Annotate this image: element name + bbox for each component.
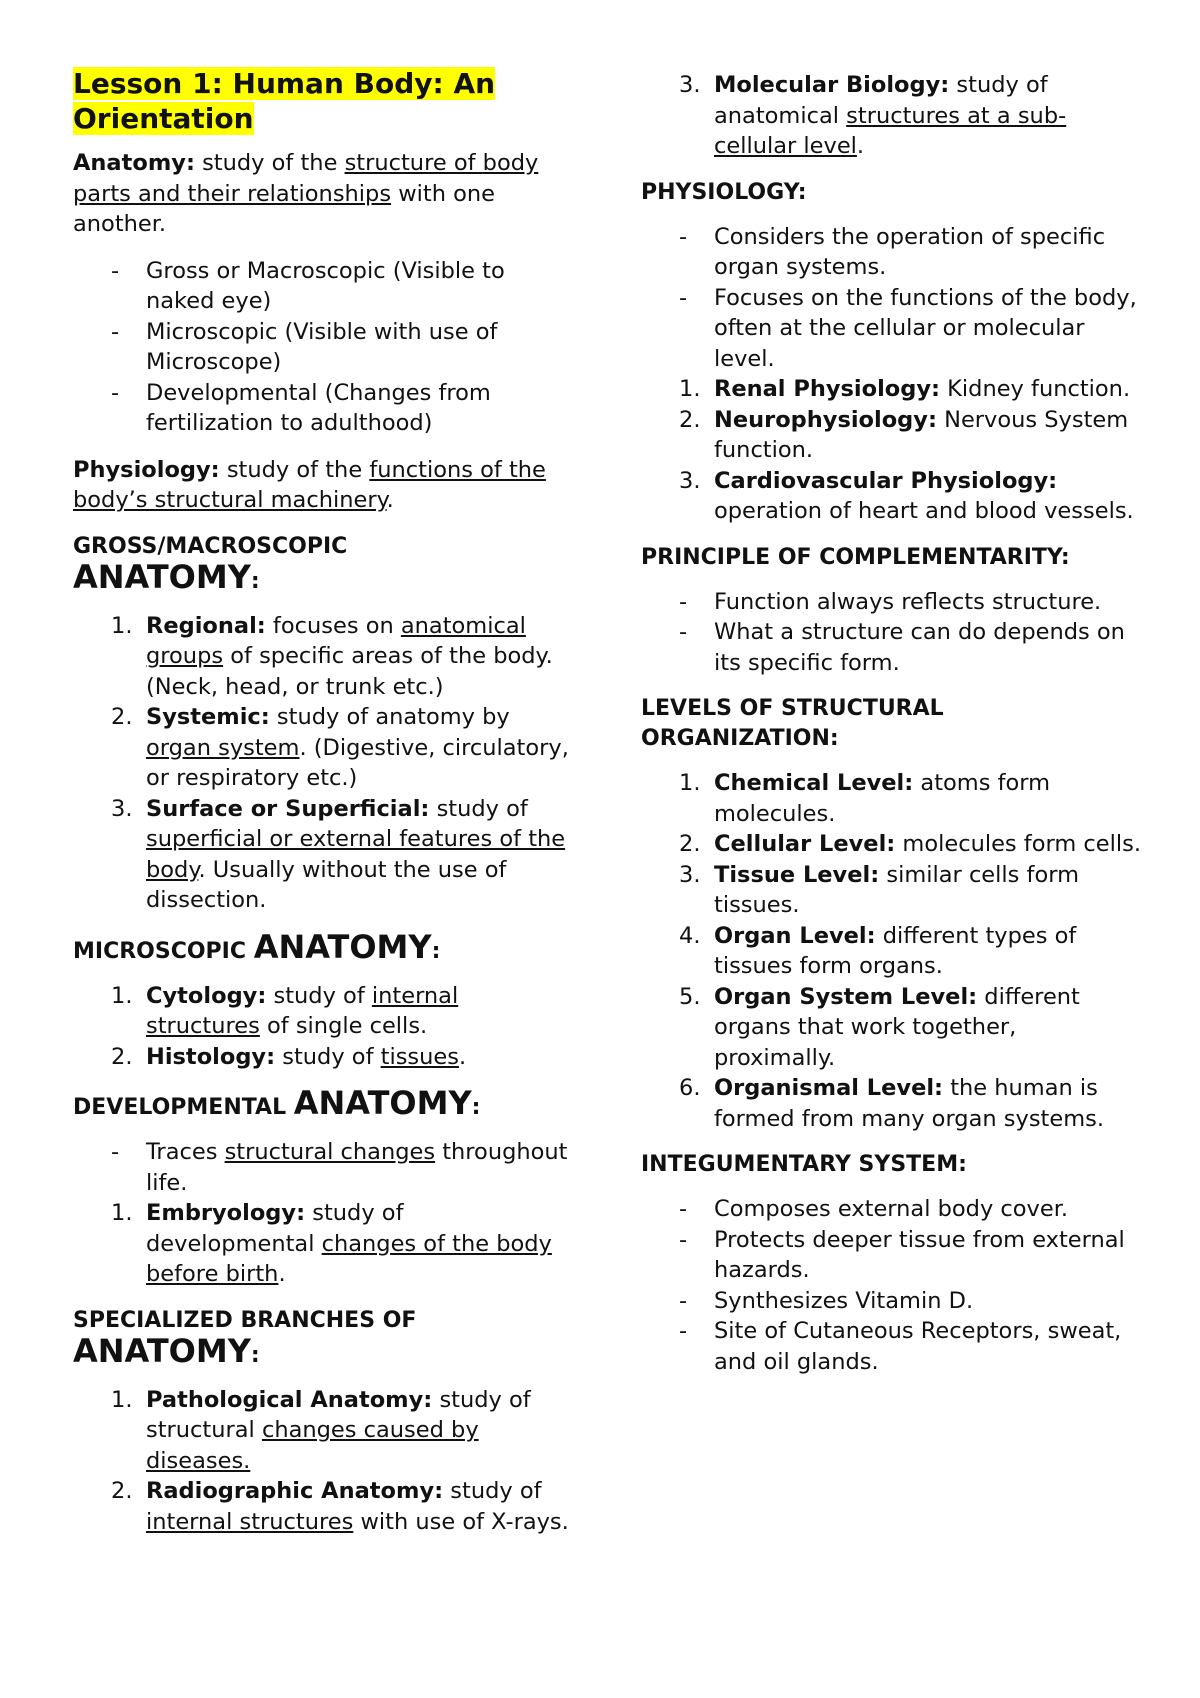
levels-list xyxy=(641,768,1141,1134)
list-item: - Microscopic (Visible with use of Microscope) xyxy=(111,318,498,375)
left-column xyxy=(73,66,578,1553)
list-item: 2. Cellular Level: molecules form cells. xyxy=(679,831,1142,857)
levels-heading: LEVELS OF STRUCTURAL ORGANIZATION: xyxy=(641,696,944,751)
list-item: 1. Chemical Level: atoms form molecules. xyxy=(679,770,1051,827)
list-item: - Considers the operation of specific organ systems. xyxy=(679,223,1106,280)
list-item: - Site of Cutaneous Receptors, sweat, and oil glands. xyxy=(679,1318,1122,1375)
integumentary-list xyxy=(641,1194,1141,1377)
list-item: 3. Molecular Biology: study of anatomical structures at a sub-cellular level. xyxy=(679,72,1067,159)
microscopic-anatomy-list xyxy=(73,981,578,1073)
list-item: - What a structure can do depends on its specific form. xyxy=(679,619,1125,676)
specialized-branches-list xyxy=(73,1385,578,1538)
list-item: - Synthesizes Vitamin D. xyxy=(679,1287,974,1314)
lesson-title: Lesson 1: Human Body: An Orientation xyxy=(73,67,496,135)
complementarity-list xyxy=(641,587,1141,679)
molecular-biology-item xyxy=(641,70,1141,162)
microscopic-anatomy-heading: MICROSCOPIC ANATOMY: xyxy=(73,927,441,966)
physiology-definition: Physiology: study of the functions of the body’s structural machinery. xyxy=(73,456,546,513)
list-item: 2. Neurophysiology: Nervous System function. xyxy=(679,406,1129,463)
list-item: 3. Tissue Level: similar cells form tissues. xyxy=(679,861,1079,918)
gross-anatomy-list xyxy=(73,611,578,916)
list-item: 2. Systemic: study of anatomy by organ system. (Digestive, circulatory, or respiratory etc.) xyxy=(111,704,569,791)
list-item: 1. Regional: focuses on anatomical groups of specific areas of the body. (Neck, head, or trunk etc.) xyxy=(111,612,553,700)
anatomy-definition: Anatomy: study of the structure of body parts and their relationships with one another. xyxy=(73,150,539,237)
list-item: - Function always reflects structure. xyxy=(679,588,1102,615)
physiology-heading: PHYSIOLOGY: xyxy=(641,179,807,205)
list-item: 1. Cytology: study of internal structures of single cells. xyxy=(111,982,459,1039)
list-item: 6. Organismal Level: the human is formed from many organ systems. xyxy=(679,1075,1105,1132)
list-item: - Focuses on the functions of the body, often at the cellular or molecular level. xyxy=(679,284,1137,372)
developmental-anatomy-list xyxy=(73,1137,578,1290)
list-item: - Developmental (Changes from fertilization to adulthood) xyxy=(111,379,491,436)
list-item: 3. Surface or Superficial: study of superficial or external features of the body. Usually without the use of dissection. xyxy=(111,795,566,913)
list-item: - Composes external body cover. xyxy=(679,1196,1069,1222)
list-item: 3. Cardiovascular Physiology: operation of heart and blood vessels. xyxy=(679,467,1134,524)
specialized-branches-heading: SPECIALIZED BRANCHES OF ANATOMY: xyxy=(73,1307,417,1370)
list-item: 4. Organ Level: different types of tissues form organs. xyxy=(679,922,1077,979)
integumentary-heading: INTEGUMENTARY SYSTEM: xyxy=(641,1152,967,1177)
list-item: 2. Radiographic Anatomy: study of internal structures with use of X-rays. xyxy=(111,1478,569,1535)
physiology-list xyxy=(641,222,1141,527)
list-item: 1. Embryology: study of developmental changes of the body before birth. xyxy=(111,1200,552,1287)
list-item: - Traces structural changes throughout life. xyxy=(111,1139,568,1196)
list-item: 1. Renal Physiology: Kidney function. xyxy=(679,376,1131,402)
list-item: - Gross or Macroscopic (Visible to naked eye) xyxy=(111,257,505,314)
list-item: 1. Pathological Anatomy: study of structural changes caused by diseases. xyxy=(111,1386,531,1474)
developmental-anatomy-heading: DEVELOPMENTAL ANATOMY: xyxy=(73,1084,481,1122)
complementarity-heading: PRINCIPLE OF COMPLEMENTARITY: xyxy=(641,544,1070,570)
anatomy-types-list xyxy=(73,256,578,439)
list-item: 5. Organ System Level: different organs that work together, proximally. xyxy=(679,983,1080,1071)
gross-anatomy-heading: GROSS/MACROSCOPIC ANATOMY: xyxy=(73,533,348,596)
list-item: - Protects deeper tissue from external hazards. xyxy=(679,1226,1125,1283)
right-column xyxy=(641,70,1141,1393)
list-item: 2. Histology: study of tissues. xyxy=(111,1043,467,1070)
